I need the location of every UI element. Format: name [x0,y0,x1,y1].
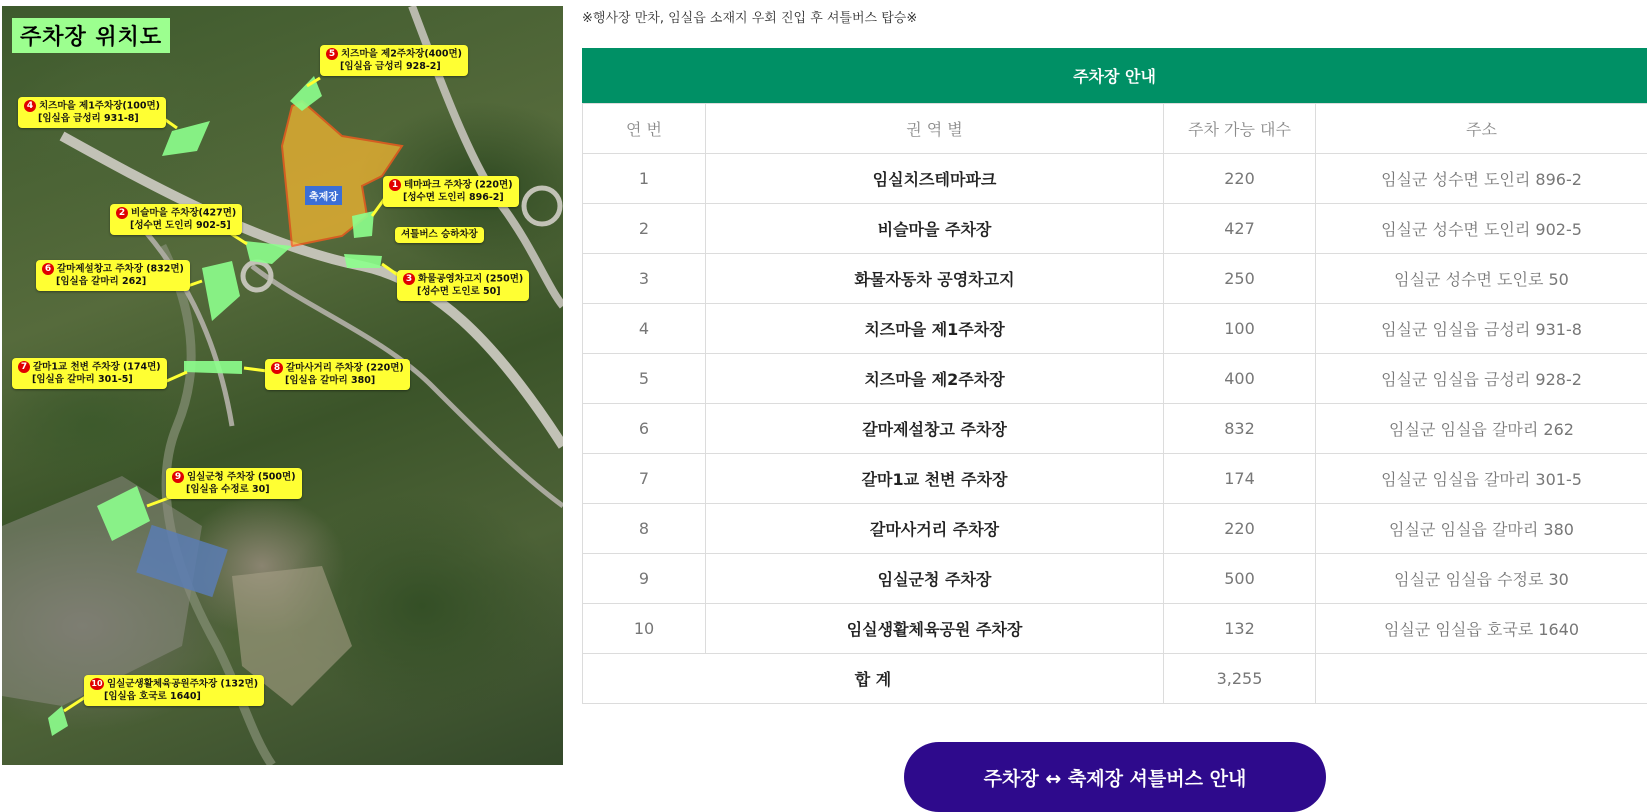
row-number: 10 [583,604,706,654]
total-label: 합 계 [583,654,1164,704]
map-label-parking-2: 2 비슬마을 주차장(427면) [성수면 도인리 902-5] [110,204,242,235]
row-zone: 치즈마을 제1주차장 [706,304,1164,354]
row-zone: 갈마사거리 주차장 [706,504,1164,554]
table-row [583,554,1647,604]
table-row [583,154,1647,204]
parking-info-table-wrapper [582,48,1647,704]
row-zone: 갈마제설창고 주차장 [706,404,1164,454]
row-address: 임실군 임실읍 금성리 931-8 [1316,304,1647,354]
row-capacity: 132 [1164,604,1316,654]
row-address: 임실군 임실읍 갈마리 301-5 [1316,454,1647,504]
row-number: 4 [583,304,706,354]
row-number: 3 [583,254,706,304]
total-capacity: 3,255 [1164,654,1316,704]
table-row [583,254,1647,304]
map-label-parking-9: 9 임실군청 주차장 (500면) [임실읍 수정로 30] [166,468,302,499]
row-number: 6 [583,404,706,454]
table-row [583,604,1647,654]
row-address: 임실군 임실읍 갈마리 380 [1316,504,1647,554]
label-number: 1 [389,179,401,191]
row-address: 임실군 임실읍 수정로 30 [1316,554,1647,604]
map-label-parking-5: 5 치즈마을 제2주차장(400면) [임실읍 금성리 928-2] [320,45,468,76]
table-row [583,504,1647,554]
label-number: 10 [90,678,104,690]
festival-venue-tag: 축제장 [305,186,342,205]
row-capacity: 250 [1164,254,1316,304]
row-number: 1 [583,154,706,204]
shuttle-notice: ※행사장 만차, 임실읍 소재지 우회 진입 후 셔틀버스 탑승※ [582,7,917,26]
row-capacity: 832 [1164,404,1316,454]
shuttle-info-button[interactable]: 주차장 ↔ 축제장 셔틀버스 안내 [904,742,1326,812]
table-total-row [583,654,1647,704]
row-address: 임실군 임실읍 금성리 928-2 [1316,354,1647,404]
row-address: 임실군 성수면 도인리 902-5 [1316,204,1647,254]
row-capacity: 427 [1164,204,1316,254]
row-zone: 임실생활체육공원 주차장 [706,604,1164,654]
table-header-row [583,104,1647,154]
table-row [583,404,1647,454]
row-zone: 임실군청 주차장 [706,554,1164,604]
row-zone: 치즈마을 제2주차장 [706,354,1164,404]
label-number: 4 [24,100,36,112]
row-capacity: 400 [1164,354,1316,404]
row-address: 임실군 성수면 도인리 896-2 [1316,154,1647,204]
row-zone: 비슬마을 주차장 [706,204,1164,254]
row-number: 2 [583,204,706,254]
row-address: 임실군 성수면 도인로 50 [1316,254,1647,304]
row-zone: 화물자동차 공영차고지 [706,254,1164,304]
parking-location-map [2,6,563,765]
label-number: 3 [403,273,415,285]
label-number: 8 [271,362,283,374]
row-capacity: 100 [1164,304,1316,354]
table-title: 주차장 안내 [582,48,1647,103]
row-zone: 임실치즈테마파크 [706,154,1164,204]
row-address: 임실군 임실읍 호국로 1640 [1316,604,1647,654]
map-label-parking-3: 3 화물공영차고지 (250면) [성수면 도인로 50] [397,270,529,301]
row-zone: 갈마1교 천변 주차장 [706,454,1164,504]
table-row [583,204,1647,254]
row-capacity: 500 [1164,554,1316,604]
row-capacity: 220 [1164,504,1316,554]
parking-info-table [582,103,1647,704]
table-row [583,454,1647,504]
column-header-address: 주소 [1316,104,1647,154]
row-number: 9 [583,554,706,604]
table-row [583,304,1647,354]
label-number: 9 [172,471,184,483]
map-label-shuttle-stop: 셔틀버스 승하차장 [395,227,484,243]
row-address: 임실군 임실읍 갈마리 262 [1316,404,1647,454]
total-address-empty [1316,654,1647,704]
label-number: 7 [18,361,30,373]
map-label-parking-1: 1 테마파크 주차장 (220면) [성수면 도인리 896-2] [383,176,519,207]
row-capacity: 174 [1164,454,1316,504]
row-number: 8 [583,504,706,554]
column-header-capacity: 주차 가능 대수 [1164,104,1316,154]
map-label-parking-4: 4 치즈마을 제1주차장(100면) [임실읍 금성리 931-8] [18,97,166,128]
label-number: 5 [326,48,338,60]
map-label-parking-10: 10 임실군생활체육공원주차장 (132면) [임실읍 호국로 1640] [84,675,264,706]
row-number: 5 [583,354,706,404]
column-header-zone: 권 역 별 [706,104,1164,154]
label-number: 6 [42,263,54,275]
map-label-parking-6: 6 갈마제설창고 주차장 (832면) [임실읍 갈마리 262] [36,260,190,291]
label-number: 2 [116,207,128,219]
table-row [583,354,1647,404]
column-header-number: 연 번 [583,104,706,154]
map-label-parking-7: 7 갈마1교 천변 주차장 (174면) [임실읍 갈마리 301-5] [12,358,167,389]
map-title: 주차장 위치도 [12,18,170,53]
row-capacity: 220 [1164,154,1316,204]
map-label-parking-8: 8 갈마사거리 주차장 (220면) [임실읍 갈마리 380] [265,359,410,390]
row-number: 7 [583,454,706,504]
